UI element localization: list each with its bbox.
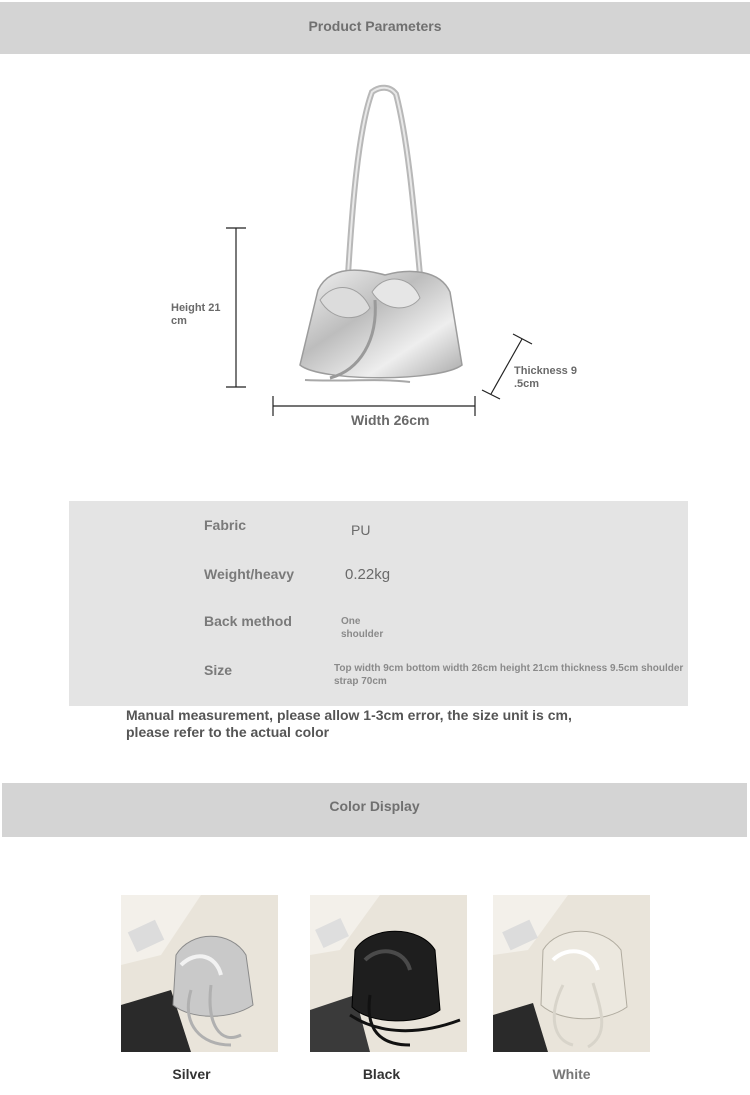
color-caption-black: Black: [362, 1066, 401, 1082]
dimension-diagram: [0, 60, 750, 440]
black-bag-photo: [310, 895, 467, 1052]
color-display-header: Color Display: [2, 783, 747, 837]
white-bag-photo: [493, 895, 650, 1052]
fabric-label: Fabric: [204, 517, 247, 533]
size-value: Top width 9cm bottom width 26cm height 21cm thickness 9.5cm shoulder strap 70cm: [334, 663, 684, 687]
weight-label: Weight/heavy: [204, 566, 294, 582]
back-method-label: Back method: [204, 613, 292, 629]
parameter-table: [69, 501, 688, 706]
color-caption-white: White: [552, 1066, 591, 1082]
fabric-value: PU: [351, 522, 371, 538]
size-label: Size: [204, 662, 233, 678]
thickness-label: Thickness 9 .5cm: [514, 365, 577, 390]
product-parameters-header: Product Parameters: [0, 2, 750, 54]
height-label: Height 21 cm: [171, 302, 221, 327]
back-method-value: One shoulder: [341, 616, 384, 640]
color-caption-silver: Silver: [172, 1066, 211, 1082]
silver-bag-photo: [121, 895, 278, 1052]
width-label: Width 26cm: [351, 412, 430, 428]
measurement-note: Manual measurement, please allow 1-3cm error, the size unit is cm, please refer to the actual color: [126, 707, 572, 740]
bag-product-image: [0, 60, 750, 440]
weight-value: 0.22kg: [345, 566, 391, 583]
